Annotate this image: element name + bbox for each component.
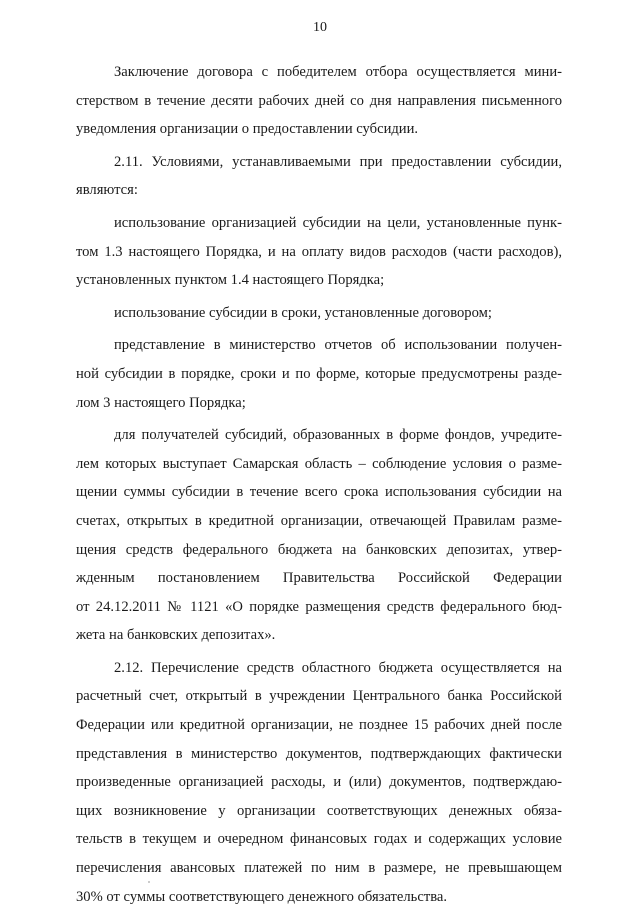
- text-line: щих возникновение у организации соответствующих денежных обяза-: [76, 802, 562, 819]
- text-line: счетах, открытых в кредитной организации, отвечающей Правилам разме-: [76, 512, 562, 529]
- text-line: являются:: [76, 182, 138, 199]
- text-line: произведенные организацией расходы, и (или) документов, подтверждаю-: [76, 774, 562, 791]
- paragraph: [76, 148, 562, 205]
- text-line: использование организацией субсидии на цели, установленные пунк-: [114, 214, 562, 231]
- paragraph: [76, 209, 562, 295]
- text-line: от 24.12.2011 № 1121 «О порядке размещения средств федерального бюд-: [76, 598, 562, 615]
- text-line: тельств в текущем и очередном финансовых годах и содержащих условие: [76, 831, 562, 848]
- paragraph: [76, 58, 562, 144]
- text-line: жета на банковских депозитах».: [76, 627, 276, 644]
- scan-speck: [148, 881, 150, 883]
- text-line: 2.12. Перечисление средств областного бюджета осуществляется на: [114, 659, 562, 676]
- text-line: представления в министерство документов, подтверждающих фактически: [76, 745, 562, 762]
- paragraph: [76, 654, 562, 911]
- text-line: стерством в течение десяти рабочих дней со дня направления письменного: [76, 92, 562, 109]
- document-body: [76, 58, 562, 911]
- paragraph: [76, 331, 562, 417]
- text-line: том 1.3 настоящего Порядка, и на оплату видов расходов (части расходов),: [76, 243, 562, 260]
- text-line: жденным постановлением Правительства Российской Федерации: [76, 570, 562, 587]
- paragraph: [76, 299, 562, 328]
- text-line: 30% от суммы соответствующего денежного обязательства.: [76, 888, 448, 905]
- text-line: расчетный счет, открытый в учреждении Центрального банка Российской: [76, 688, 562, 705]
- text-line: представление в министерство отчетов об использовании получен-: [114, 337, 562, 354]
- text-line: щении суммы субсидии в течение всего срока использования субсидии на: [76, 484, 562, 501]
- text-line: Федерации или кредитной организации, не позднее 15 рабочих дней после: [76, 717, 562, 734]
- text-line: Заключение договора с победителем отбора осуществляется мини-: [114, 64, 562, 80]
- text-line: уведомления организации о предоставлении субсидии.: [76, 121, 419, 138]
- page-number: 10: [313, 20, 327, 35]
- text-line: 2.11. Условиями, устанавливаемыми при предоставлении субсидии,: [114, 153, 562, 170]
- text-line: использование субсидии в сроки, установленные договором;: [114, 304, 492, 321]
- text-line: щения средств федерального бюджета на банковских депозитах, утвер-: [76, 541, 562, 558]
- text-line: лом 3 настоящего Порядка;: [76, 394, 246, 411]
- paragraph: [76, 421, 562, 650]
- text-line: перечисления авансовых платежей по ним в размере, не превышающем: [76, 860, 562, 877]
- text-line: установленных пунктом 1.4 настоящего Порядка;: [76, 272, 385, 289]
- text-line: ной субсидии в порядке, сроки и по форме, которые предусмотрены разде-: [76, 365, 562, 382]
- text-line: для получателей субсидий, образованных в форме фондов, учредите-: [114, 427, 562, 444]
- text-line: лем которых выступает Самарская область – соблюдение условия о разме-: [76, 455, 562, 472]
